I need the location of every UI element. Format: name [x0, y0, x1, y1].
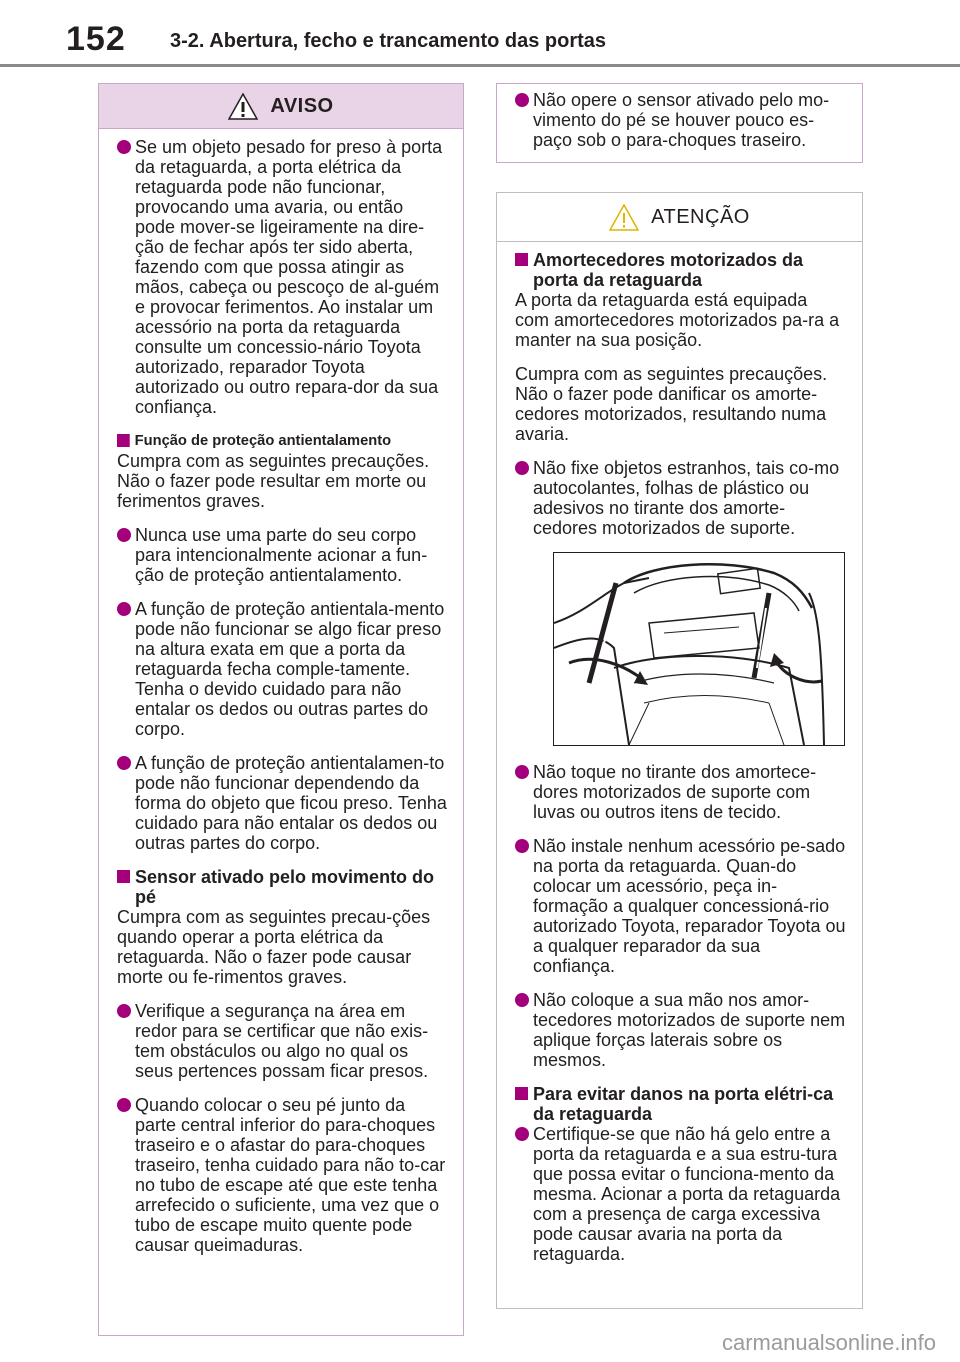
list-item [515, 836, 846, 976]
list-item [117, 525, 447, 585]
caution-triangle-icon [609, 204, 639, 231]
bullet-dot [515, 461, 529, 475]
watermark: carmanualsonline.info [721, 1330, 936, 1355]
bullet-text: Verifique a segurança na área em redor para se certificar que não exis-tem obstáculos ou algo no qual os seus pertences possam ficar presos. [135, 1001, 429, 1081]
atencao-header [497, 193, 862, 242]
section-heading [515, 250, 846, 290]
atencao-content [497, 242, 862, 1264]
bullet-dot [117, 602, 131, 616]
paragraph: Cumpra com as seguintes precauções. Não o fazer pode danificar os amorte-cedores motorizados, resultando numa avaria. [515, 364, 828, 444]
bullet-text: Não opere o sensor ativado pelo mo-vimento do pé se houver pouco es-paço sob o para-choques traseiro. [533, 90, 830, 150]
list-item [117, 1095, 447, 1255]
list-item [117, 599, 447, 739]
bullet-text: Não fixe objetos estranhos, tais co-mo autocolantes, folhas de plástico ou adesivos no tirante dos amorte-cedores motorizados de suporte. [533, 458, 840, 538]
heading-text: Função de proteção antientalamento [134, 432, 392, 449]
bullet-text: Não coloque a sua mão nos amor-tecedores motorizados de suporte nem aplique forças laterais sobre os mesmos. [533, 990, 846, 1070]
bullet-text: A função de proteção antientalamen-to pode não funcionar dependendo da forma do objeto que ficou preso. Tenha cuidado para não entalar os dedos ou outras partes do corpo. [135, 753, 447, 853]
atencao-box [496, 192, 863, 1309]
heading-text: Para evitar danos na porta elétri-ca da retaguarda [533, 1084, 834, 1124]
list-item [515, 762, 846, 822]
heading-square [515, 253, 528, 266]
heading-square [515, 1087, 528, 1100]
bullet-text: A função de proteção antientala-mento pode não funcionar se algo ficar preso na altura exata em que a porta da retaguarda fecha comple-tamente. Tenha o devido cuidado para não entalar os dedos ou outras partes do corpo. [135, 599, 445, 739]
heading-square [117, 870, 130, 883]
bullet-text: Não instale nenhum acessório pe-sado na porta da retaguarda. Quan-do colocar um acessório, peça in-formação a qualquer concessioná-rio autorizado Toyota, reparador Toyota ou a qualquer reparador da sua confiança. [533, 836, 846, 976]
aviso-box [98, 83, 464, 1336]
list-item [515, 458, 846, 538]
bullet-dot [515, 1127, 529, 1141]
paragraph: A porta da retaguarda está equipada com amortecedores motorizados pa-ra a manter na sua posição. [515, 290, 840, 350]
aviso-content [99, 129, 463, 1255]
bullet-text: Quando colocar o seu pé junto da parte central inferior do para-choques traseiro e o afastar do para-choques traseiro, tenha cuidado para não to-car no tubo de escape até que este tenha arrefecido o suficiente, uma vez que o tubo de escape muito quente pode causar queimaduras. [135, 1095, 446, 1255]
aviso-title: AVISO [270, 94, 334, 117]
bullet-text: Se um objeto pesado for preso à porta da retaguarda, a porta elétrica da retaguarda pode não funcionar, provocando uma avaria, ou então pode mover-se ligeiramente na dire-ção de fechar após ter sido aberta, fazendo com que possa atingir as mãos, cabeça ou pescoço de al-guém e provocar ferimentos. Ao instalar um acessório na porta da retaguarda consulte um concessio-nário Toyota autorizado, reparador Toyota autorizado ou outro repara-dor da sua confiança. [135, 137, 443, 417]
bullet-dot [515, 839, 529, 853]
bullet-dot [117, 1004, 131, 1018]
bullet-dot [117, 756, 131, 770]
section-heading [515, 1084, 846, 1124]
heading-text: Amortecedores motorizados da porta da retaguarda [533, 250, 804, 290]
aviso-header [99, 84, 463, 129]
tailgate-strut-illustration [553, 552, 845, 746]
list-item [515, 90, 846, 150]
heading-square [117, 434, 130, 447]
page-number: 152 [66, 20, 126, 58]
section-heading [117, 867, 447, 907]
bullet-dot [117, 528, 131, 542]
bullet-dot [515, 765, 529, 779]
aviso-continued-content [497, 84, 862, 150]
bullet-text: Não toque no tirante dos amortece-dores motorizados de suporte com luvas ou outros itens de tecido. [533, 762, 817, 822]
bullet-dot [515, 993, 529, 1007]
header-divider [0, 64, 960, 67]
bullet-text: Certifique-se que não há gelo entre a porta da retaguarda e a sua estru-tura que possa evitar o funciona-mento da mesma. Acionar a porta da retaguarda com a presença de carga excessiva pode causar avaria na porta da retaguarda. [533, 1124, 841, 1264]
atencao-title: ATENÇÃO [651, 205, 750, 228]
bullet-dot [515, 93, 529, 107]
heading-text: Sensor ativado pelo movimento do pé [135, 867, 435, 907]
list-item [117, 753, 447, 853]
aviso-continued-box [496, 83, 863, 163]
list-item [515, 990, 846, 1070]
paragraph: Cumpra com as seguintes precau-ções quando operar a porta elétrica da retaguarda. Não o fazer pode causar morte ou fe-rimentos graves. [117, 907, 431, 987]
section-heading [117, 431, 440, 451]
bullet-dot [117, 140, 131, 154]
paragraph: Cumpra com as seguintes precauções. Não o fazer pode resultar em morte ou ferimentos graves. [117, 451, 430, 511]
tailgate-illustration-drawing [554, 553, 844, 745]
section-title: 3-2. Abertura, fecho e trancamento das portas [170, 30, 607, 52]
bullet-text: Nunca use uma parte do seu corpo para intencionalmente acionar a fun-ção de proteção antientalamento. [135, 525, 428, 585]
warning-triangle-icon [228, 93, 258, 120]
bullet-dot [117, 1098, 131, 1112]
list-item [515, 1124, 846, 1264]
list-item [117, 1001, 447, 1081]
list-item [117, 137, 447, 417]
